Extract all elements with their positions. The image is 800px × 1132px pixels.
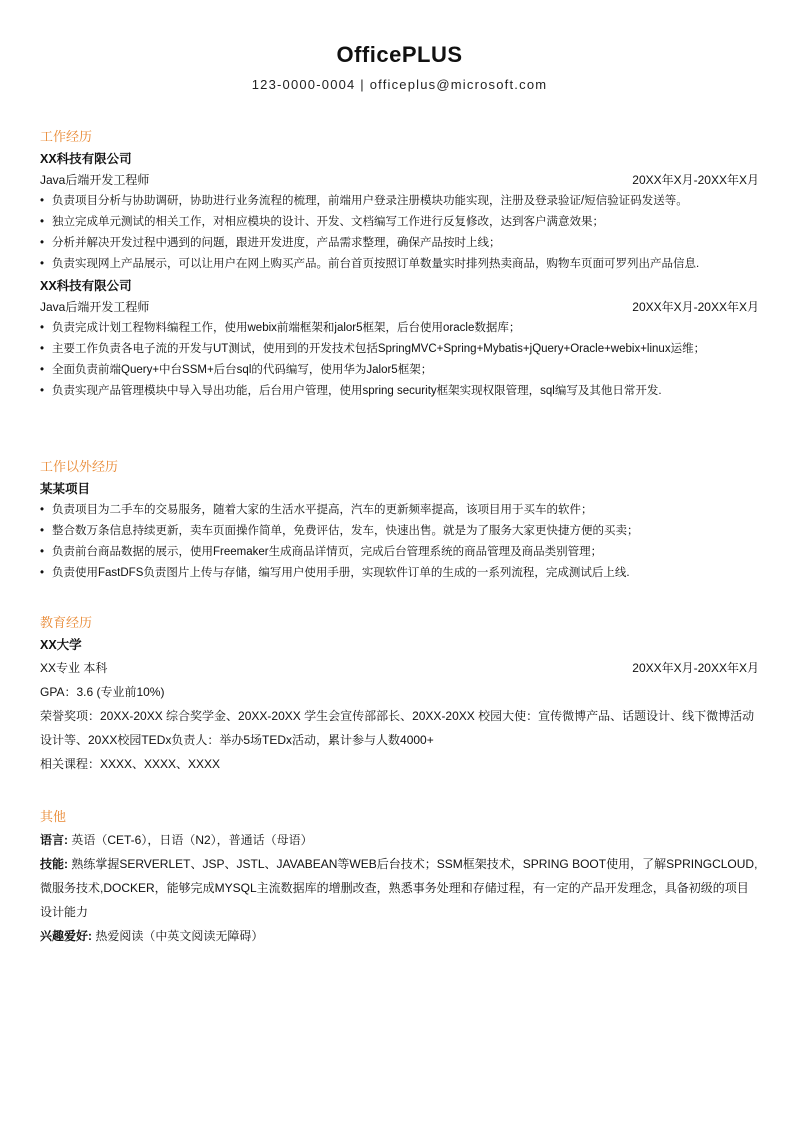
job-period: 20XX年X月-20XX年X月 bbox=[632, 300, 759, 314]
list-item: • 主要工作负责各电子流的开发与UT测试，使用到的开发技术包括SpringMVC+Spring+Mybatis+jQuery+Oracle+webix+linux运维； bbox=[40, 339, 759, 360]
list-item: • 负责前台商品数据的展示，使用Freemaker生成商品详情页，完成后台管理系统的商品管理及商品类别管理； bbox=[40, 542, 759, 563]
hobbies-value: 热爱阅读（中英文阅读无障碍） bbox=[92, 929, 264, 943]
hobbies-label: 兴趣爱好: bbox=[40, 929, 92, 943]
company-name: XX科技有限公司 bbox=[40, 152, 132, 166]
list-item: • 负责项目分析与协助调研，协助进行业务流程的梳理，前端用户登录注册模块功能实现，注册及登录验证/短信验证码发送等。 bbox=[40, 191, 759, 212]
project-bullets bbox=[40, 500, 759, 584]
education-period: 20XX年X月-20XX年X月 bbox=[632, 661, 759, 675]
work-experience-section bbox=[40, 126, 759, 402]
projects-section bbox=[40, 456, 759, 584]
major-row bbox=[40, 656, 759, 680]
job-role-row bbox=[40, 170, 759, 191]
list-item: • 整合数万条信息持续更新，卖车页面操作简单，免费评估，发车，快速出售。就是为了服务大家更快捷方便的买卖； bbox=[40, 521, 759, 542]
list-item: • 负责完成计划工程物料编程工作，使用webix前端框架和jalor5框架，后台使用oracle数据库； bbox=[40, 318, 759, 339]
other-section bbox=[40, 806, 759, 948]
languages-value: 英语（CET-6），日语（N2），普通话（母语） bbox=[68, 833, 313, 847]
skills-value: 熟练掌握SERVERLET、JSP、JSTL、JAVABEAN等WEB后台技术；SSM框架技术，SPRING BOOT使用，了解SPRINGCLOUD,微服务技术,DOCKER，能够完成MYSQL主流数据库的增删改查，熟悉事务处理和存储过程，有一定的产品开发理念，具备初级的项目设计能力 bbox=[40, 857, 758, 919]
list-item: • 独立完成单元测试的相关工作，对相应模块的设计、开发、文档编写工作进行反复修改，达到客户满意效果； bbox=[40, 212, 759, 233]
hobbies bbox=[40, 924, 759, 948]
company-name: XX科技有限公司 bbox=[40, 279, 132, 293]
job-role-row bbox=[40, 297, 759, 318]
project-name: 某某项目 bbox=[40, 482, 91, 496]
job-bullets bbox=[40, 191, 759, 275]
list-item: • 全面负责前端Query+中台SSM+后台sql的代码编写，使用华为Jalor5框架； bbox=[40, 360, 759, 381]
list-item: • 负责实现网上产品展示，可以让用户在网上购买产品。前台首页按照订单数量实时排列热卖商品，购物车页面可罗列出产品信息. bbox=[40, 254, 759, 275]
list-item: • 负责实现产品管理模块中导入导出功能，后台用户管理，使用spring security框架实现权限管理，sql编写及其他日常开发. bbox=[40, 381, 759, 402]
list-item: • 负责使用FastDFS负责图片上传与存储，编写用户使用手册，实现软件订单的生成的一系列流程，完成测试后上线. bbox=[40, 563, 759, 584]
gpa: GPA：3.6 (专业前10%) bbox=[40, 685, 165, 699]
contact-info: 123-0000-0004 | officeplus@microsoft.com bbox=[251, 77, 548, 92]
major: XX专业 本科 bbox=[40, 661, 108, 675]
skills bbox=[40, 852, 759, 924]
job-role: Java后端开发工程师 bbox=[40, 300, 150, 314]
courses: 相关课程：XXXX、XXXX、XXXX bbox=[40, 757, 221, 771]
school-name: XX大学 bbox=[40, 638, 82, 652]
section-title-projects: 工作以外经历 bbox=[40, 459, 119, 474]
list-item: • 负责项目为二手车的交易服务，随着大家的生活水平提高，汽车的更新频率提高，该项目用于买车的软件； bbox=[40, 500, 759, 521]
languages bbox=[40, 828, 759, 852]
job-role: Java后端开发工程师 bbox=[40, 173, 150, 187]
section-title-work: 工作经历 bbox=[40, 129, 93, 144]
languages-label: 语言: bbox=[40, 833, 68, 847]
job-bullets bbox=[40, 318, 759, 402]
education-section bbox=[40, 612, 759, 776]
honors: 荣誉奖项：20XX-20XX 综合奖学金、20XX-20XX 学生会宣传部部长、20XX-20XX 校园大使：宣传微博产品、话题设计、线下微博活动设计等、20XX校园TEDx负责人：举办5场TEDx活动，累计参与人数4000+ bbox=[40, 709, 755, 747]
skills-label: 技能: bbox=[40, 857, 68, 871]
job-period: 20XX年X月-20XX年X月 bbox=[632, 173, 759, 187]
candidate-name: OfficePLUS bbox=[336, 42, 463, 67]
section-title-education: 教育经历 bbox=[40, 615, 93, 630]
section-title-other: 其他 bbox=[40, 809, 67, 824]
list-item: • 分析并解决开发过程中遇到的问题，跟进开发进度，产品需求整理，确保产品按时上线； bbox=[40, 233, 759, 254]
